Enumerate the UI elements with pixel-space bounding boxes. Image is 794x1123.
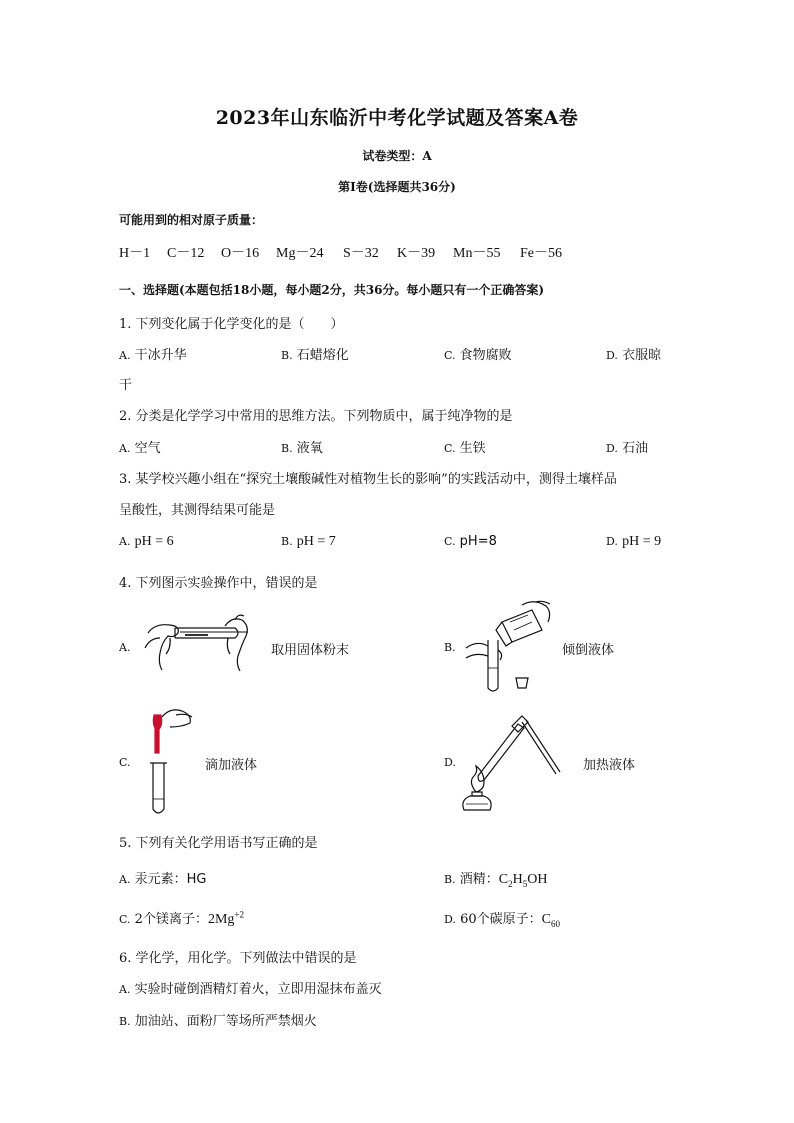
q5-option-c: C. 2个镁离子：$2Mg^{+2}$ — [119, 909, 244, 927]
atomic-mass-fe: Fe－56 — [520, 246, 562, 261]
atomic-mass-mg: Mg－24 — [276, 246, 324, 261]
q2-option-a: A. 空气 — [119, 441, 161, 456]
q6-stem: 6. 学化学，用化学。下列做法中错误的是 — [119, 951, 357, 966]
q3-option-d: D. pH = 9 — [606, 534, 662, 549]
volume-heading: 第Ⅰ卷(选择题共36分) — [338, 180, 456, 194]
q4-stem: 4. 下列图示实验操作中，错误的是 — [119, 576, 318, 591]
atomic-mass-c: C－12 — [167, 246, 205, 261]
q4-option-b-caption: 倾倒液体 — [562, 643, 615, 658]
q3-option-c: C. pH=8 — [444, 534, 497, 549]
atomic-mass-s: S－32 — [343, 246, 379, 261]
atomic-mass-heading: 可能用到的相对原子质量： — [119, 213, 264, 227]
q1-option-c: C. 食物腐败 — [444, 348, 512, 363]
q1-stem: 1. 下列变化属于化学变化的是（ ） — [119, 317, 344, 332]
q4-option-b-letter: B. — [444, 641, 456, 654]
q2-stem: 2. 分类是化学学习中常用的思维方法。下列物质中，属于纯净物的是 — [119, 409, 513, 424]
q1-option-b: B. 石蜡熔化 — [281, 348, 349, 363]
q3-option-a: A. pH = 6 — [119, 534, 174, 549]
paper-type: 试卷类型：A — [362, 149, 432, 163]
q4-option-a-caption: 取用固体粉末 — [271, 643, 350, 658]
exam-title: 2023年山东临沂中考化学试题及答案A卷 — [215, 107, 579, 129]
heat-liquid-figure — [460, 712, 560, 812]
atomic-mass-mn: Mn－55 — [453, 246, 501, 261]
section-heading: 一、选择题(本题包括18小题，每小题2分，共36分。每小题只有一个正确答案) — [119, 283, 545, 297]
q5-stem: 5. 下列有关化学用语书写正确的是 — [119, 836, 318, 851]
q1-option-a: A. 干冰升华 — [119, 348, 187, 363]
q2-option-c: C. 生铁 — [444, 441, 486, 456]
q3-stem-line2: 呈酸性，其测得结果可能是 — [119, 503, 276, 518]
q1-option-d-wrap: 干 — [119, 378, 133, 393]
q5-option-d: D. 60个碳原子：$C_{60}$ — [444, 912, 560, 929]
atomic-mass-o: O－16 — [221, 246, 260, 261]
q6-option-b: B. 加油站、面粉厂等场所严禁烟火 — [119, 1014, 317, 1029]
pour-liquid-figure — [462, 600, 552, 695]
q4-option-d-caption: 加热液体 — [583, 758, 636, 773]
test-tube-powder-figure — [140, 608, 255, 673]
q2-option-b: B. 液氧 — [281, 441, 323, 456]
atomic-mass-h: H－1 — [119, 246, 151, 261]
q2-option-d: D. 石油 — [606, 441, 649, 456]
q3-stem-line1: 3. 某学校兴趣小组在“探究土壤酸碱性对植物生长的影响”的实践活动中，测得土壤样品 — [119, 472, 617, 487]
q4-option-d-letter: D. — [444, 756, 456, 769]
q4-option-c-caption: 滴加液体 — [205, 758, 258, 773]
q3-option-b: B. pH = 7 — [281, 534, 336, 549]
q4-option-c-letter: C. — [119, 756, 131, 769]
q5-option-b: B. 酒精：$C_2H_5OH$ — [444, 872, 548, 889]
atomic-mass-k: K－39 — [397, 246, 436, 261]
q1-option-d: D. 衣服晾 — [606, 348, 662, 363]
q6-option-a: A. 实验时碰倒酒精灯着火，立即用湿抹布盖灭 — [119, 982, 382, 997]
q4-option-a-letter: A. — [119, 641, 131, 654]
drop-liquid-figure — [140, 705, 200, 820]
q5-option-a: A. 汞元素：HG — [119, 872, 207, 887]
